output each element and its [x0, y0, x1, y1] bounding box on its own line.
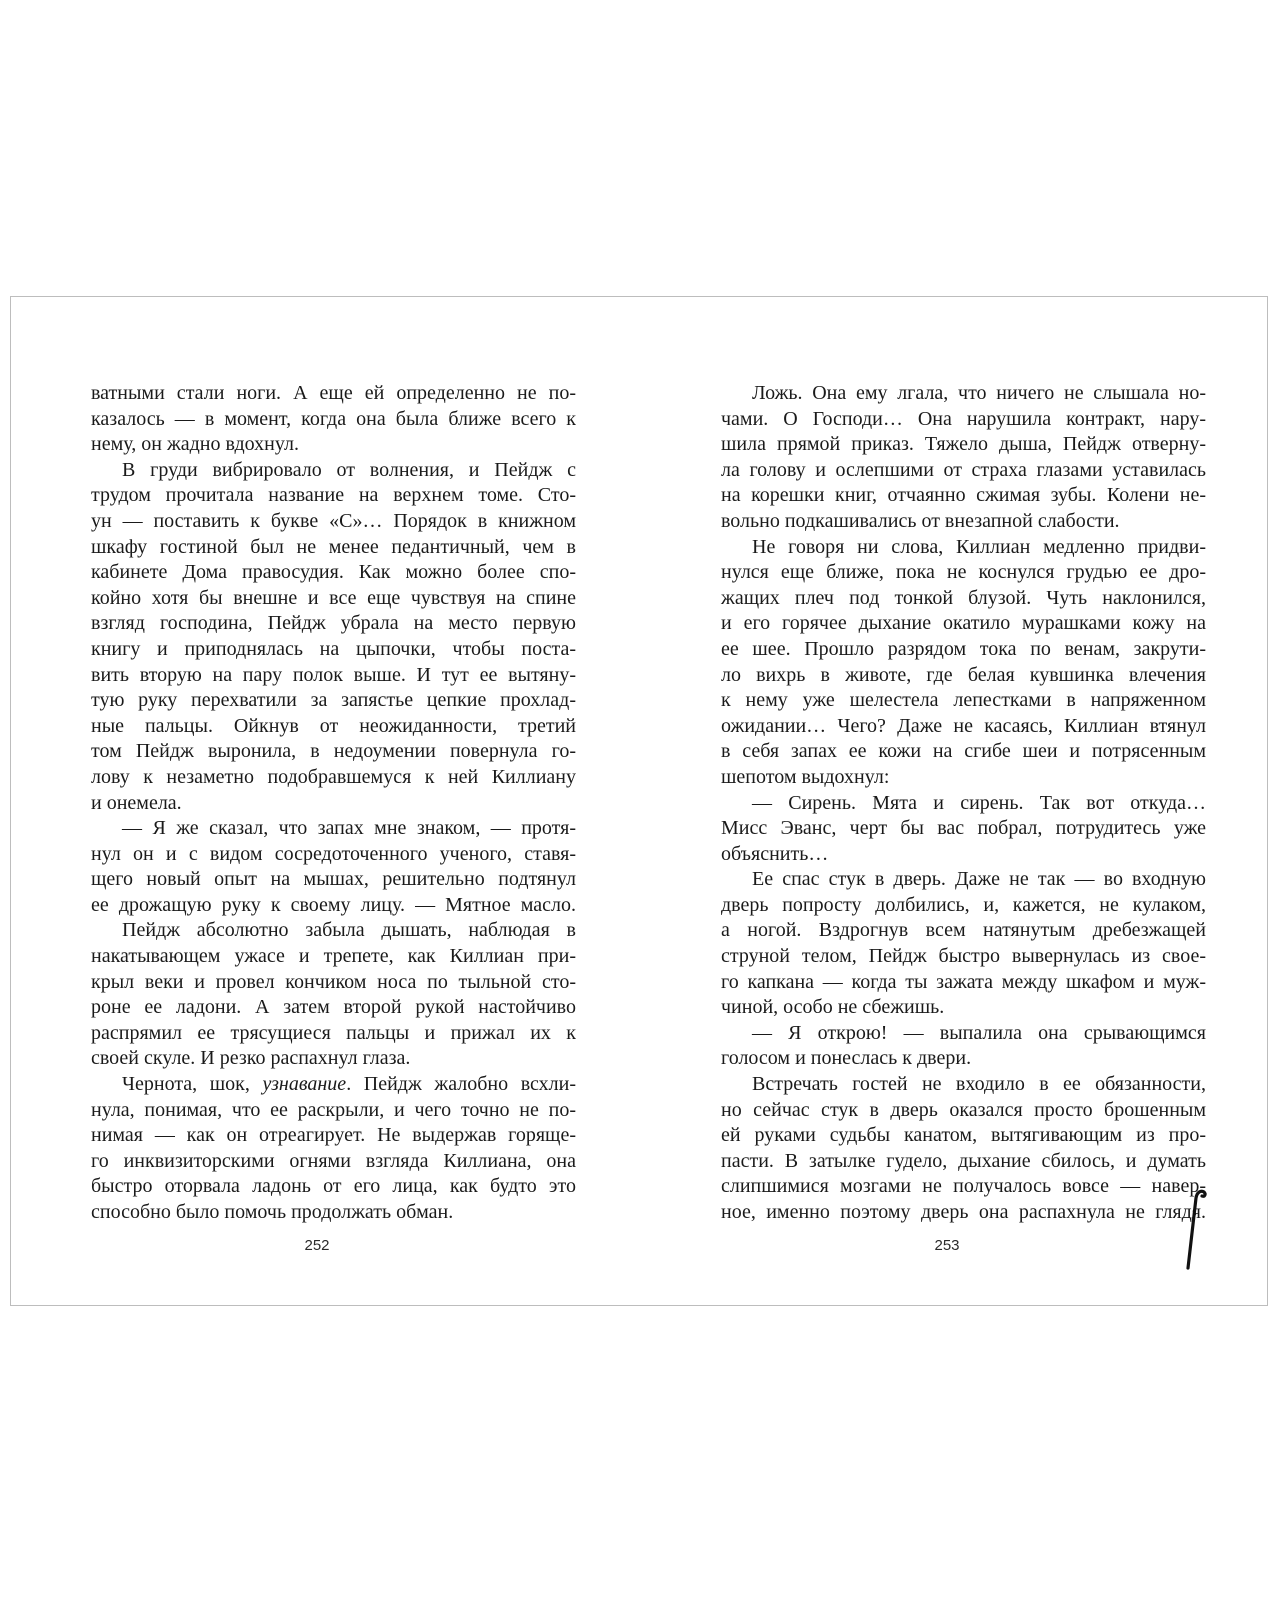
text-line: казалось — в момент, когда она была ближе всего к: [91, 407, 576, 430]
text-line: Ее спас стук в дверь. Даже не так — во входную: [752, 868, 1206, 891]
text-line: книгу и приподнялась на цыпочки, чтобы поста-: [91, 637, 576, 660]
text-line: нула, понимая, что ее раскрыли, и чего точно не по-: [91, 1098, 576, 1121]
text-line: В груди вибрировало от волнения, и Пейдж с: [122, 458, 576, 481]
text-line: Мисс Эванс, черт бы вас побрал, потрудитесь уже: [721, 817, 1206, 840]
text-line: ла голову и ослепшими от страха глазами уставилась: [721, 458, 1206, 481]
text-line: го капкана — когда ты зажата между шкафом и муж-: [721, 970, 1206, 993]
text-line: ожидании… Чего? Даже не касаясь, Киллиан втянул: [721, 714, 1206, 737]
text-line: к нему уже шелестела лепестками в напряженном: [721, 689, 1206, 712]
text-line: и онемела.: [91, 791, 182, 814]
text-line: дверь попросту долбились, и, кажется, не кулаком,: [721, 893, 1206, 916]
text-line: вить вторую на пару полок выше. И тут ее вытяну-: [91, 663, 576, 686]
text-line: в себя запах ее кожи на сгибе шеи и потрясенным: [721, 740, 1206, 763]
text-line: своей скуле. И резко распахнул глаза.: [91, 1047, 411, 1070]
text-line: ватными стали ноги. А еще ей определенно не по-: [91, 382, 576, 404]
text-line: шкафу гостиной был не менее педантичный, чем в: [91, 535, 576, 558]
text-line: распрямил ее трясущиеся пальцы и прижал их к: [91, 1021, 576, 1044]
text-line: — Я открою! — выпалила она срывающимся: [752, 1021, 1206, 1044]
text-line: нимая — как он отреагирует. Не выдержав горяще-: [91, 1124, 576, 1147]
text-line: Ложь. Она ему лгала, что ничего не слышала но-: [752, 382, 1206, 404]
text-line: вольно подкашивались от внезапной слабости.: [721, 509, 1120, 532]
text-line: тую руку перехватили за запястье цепкие прохлад-: [91, 689, 576, 712]
text-line: роне ее ладони. А затем второй рукой настойчиво: [91, 996, 576, 1019]
text-line: жащих плеч под тонкой блузой. Чуть наклонился,: [721, 586, 1206, 609]
text-line: ло вихрь в животе, где белая кувшинка влечения: [721, 663, 1206, 686]
text-line: ей руками судьбы канатом, вытягивающим из про-: [721, 1124, 1206, 1147]
text-line: взгляд господина, Пейдж убрала на место первую: [91, 612, 576, 635]
text-line: кабинете Дома правосудия. Как можно более спо-: [91, 561, 576, 584]
text-line: ее шее. Прошло разрядом тока по венам, закрути-: [721, 637, 1206, 660]
text-line: способно было помочь продолжать обман.: [91, 1201, 454, 1223]
text-line: быстро оторвала ладонь от его лица, как будто это: [91, 1175, 576, 1198]
text-line: Встречать гостей не входило в ее обязанности,: [752, 1073, 1206, 1096]
text-line: нему, он жадно вдохнул.: [91, 433, 299, 456]
text-line: чами. О Господи… Она нарушила контракт, нару-: [721, 407, 1206, 430]
text-line: шила прямой приказ. Тяжело дыша, Пейдж отверну-: [721, 433, 1206, 456]
text-line: ун — поставить к букве «С»… Порядок в книжном: [91, 509, 576, 532]
text-line: объяснить…: [721, 842, 829, 865]
right-page-text: [721, 381, 1206, 1226]
page-number-right: 253: [934, 1237, 960, 1254]
text-line: ное, именно поэтому дверь она распахнула не глядя.: [721, 1201, 1206, 1223]
text-line: струной телом, Пейдж быстро вывернулась из свое-: [721, 945, 1206, 968]
text-line: голосом и понеслась к двери.: [721, 1047, 972, 1070]
text-line: крыл веки и провел кончиком носа по тыльной сто-: [91, 970, 576, 993]
text-line: и его горячее дыхание окатило мурашками кожу на: [721, 612, 1206, 635]
text-line: го инквизиторскими огнями взгляда Киллиана, она: [91, 1149, 576, 1172]
text-line: но сейчас стук в дверь оказался просто брошенным: [721, 1098, 1206, 1121]
text-line: лову к незаметно подобравшемуся к ней Киллиану: [91, 765, 576, 788]
handwritten-stroke-icon: [1168, 1186, 1208, 1270]
text-line: слипшимися мозгами не получалось вовсе — навер-: [721, 1175, 1206, 1198]
text-line: накатывающем ужасе и трепете, как Киллиан при-: [91, 945, 576, 968]
text-line: нул он и с видом сосредоточенного ученого, ставя-: [91, 842, 576, 865]
text-line: Пейдж абсолютно забыла дышать, наблюдая в: [122, 919, 576, 942]
page-number-left: 252: [304, 1237, 330, 1254]
text-line: Чернота, шок, узнавание. Пейдж жалобно всхли-: [122, 1073, 577, 1096]
text-line: — Сирень. Мята и сирень. Так вот откуда…: [752, 791, 1206, 814]
text-line: койно хотя бы внешне и все еще чувствуя на спине: [91, 586, 576, 609]
text-line: том Пейдж выронила, в недоумении повернула го-: [91, 740, 576, 763]
text-line: — Я же сказал, что запах мне знаком, — протя-: [122, 817, 576, 840]
text-line: ее дрожащую руку к своему лицу. — Мятное масло.: [91, 893, 576, 916]
text-line: щего новый опыт на мышах, решительно подтянул: [91, 868, 576, 891]
text-line: шепотом выдохнул:: [721, 765, 890, 788]
text-line: ные пальцы. Ойкнув от неожиданности, третий: [91, 714, 576, 737]
text-line: пасти. В затылке гудело, дыхание сбилось, и думать: [721, 1149, 1206, 1172]
text-line: чиной, особо не сбежишь.: [721, 996, 945, 1019]
book-spread: [10, 296, 1268, 1306]
text-line: трудом прочитала название на верхнем томе. Сто-: [91, 484, 576, 507]
text-line: нулся еще ближе, пока не коснулся грудью ее дро-: [721, 561, 1206, 584]
text-line: а ногой. Вздрогнув всем натянутым дребезжащей: [721, 919, 1206, 942]
left-page-text: [91, 381, 576, 1226]
text-line: Не говоря ни слова, Киллиан медленно придви-: [752, 535, 1206, 558]
text-line: на корешки книг, отчаянно сжимая зубы. Колени не-: [721, 484, 1206, 507]
